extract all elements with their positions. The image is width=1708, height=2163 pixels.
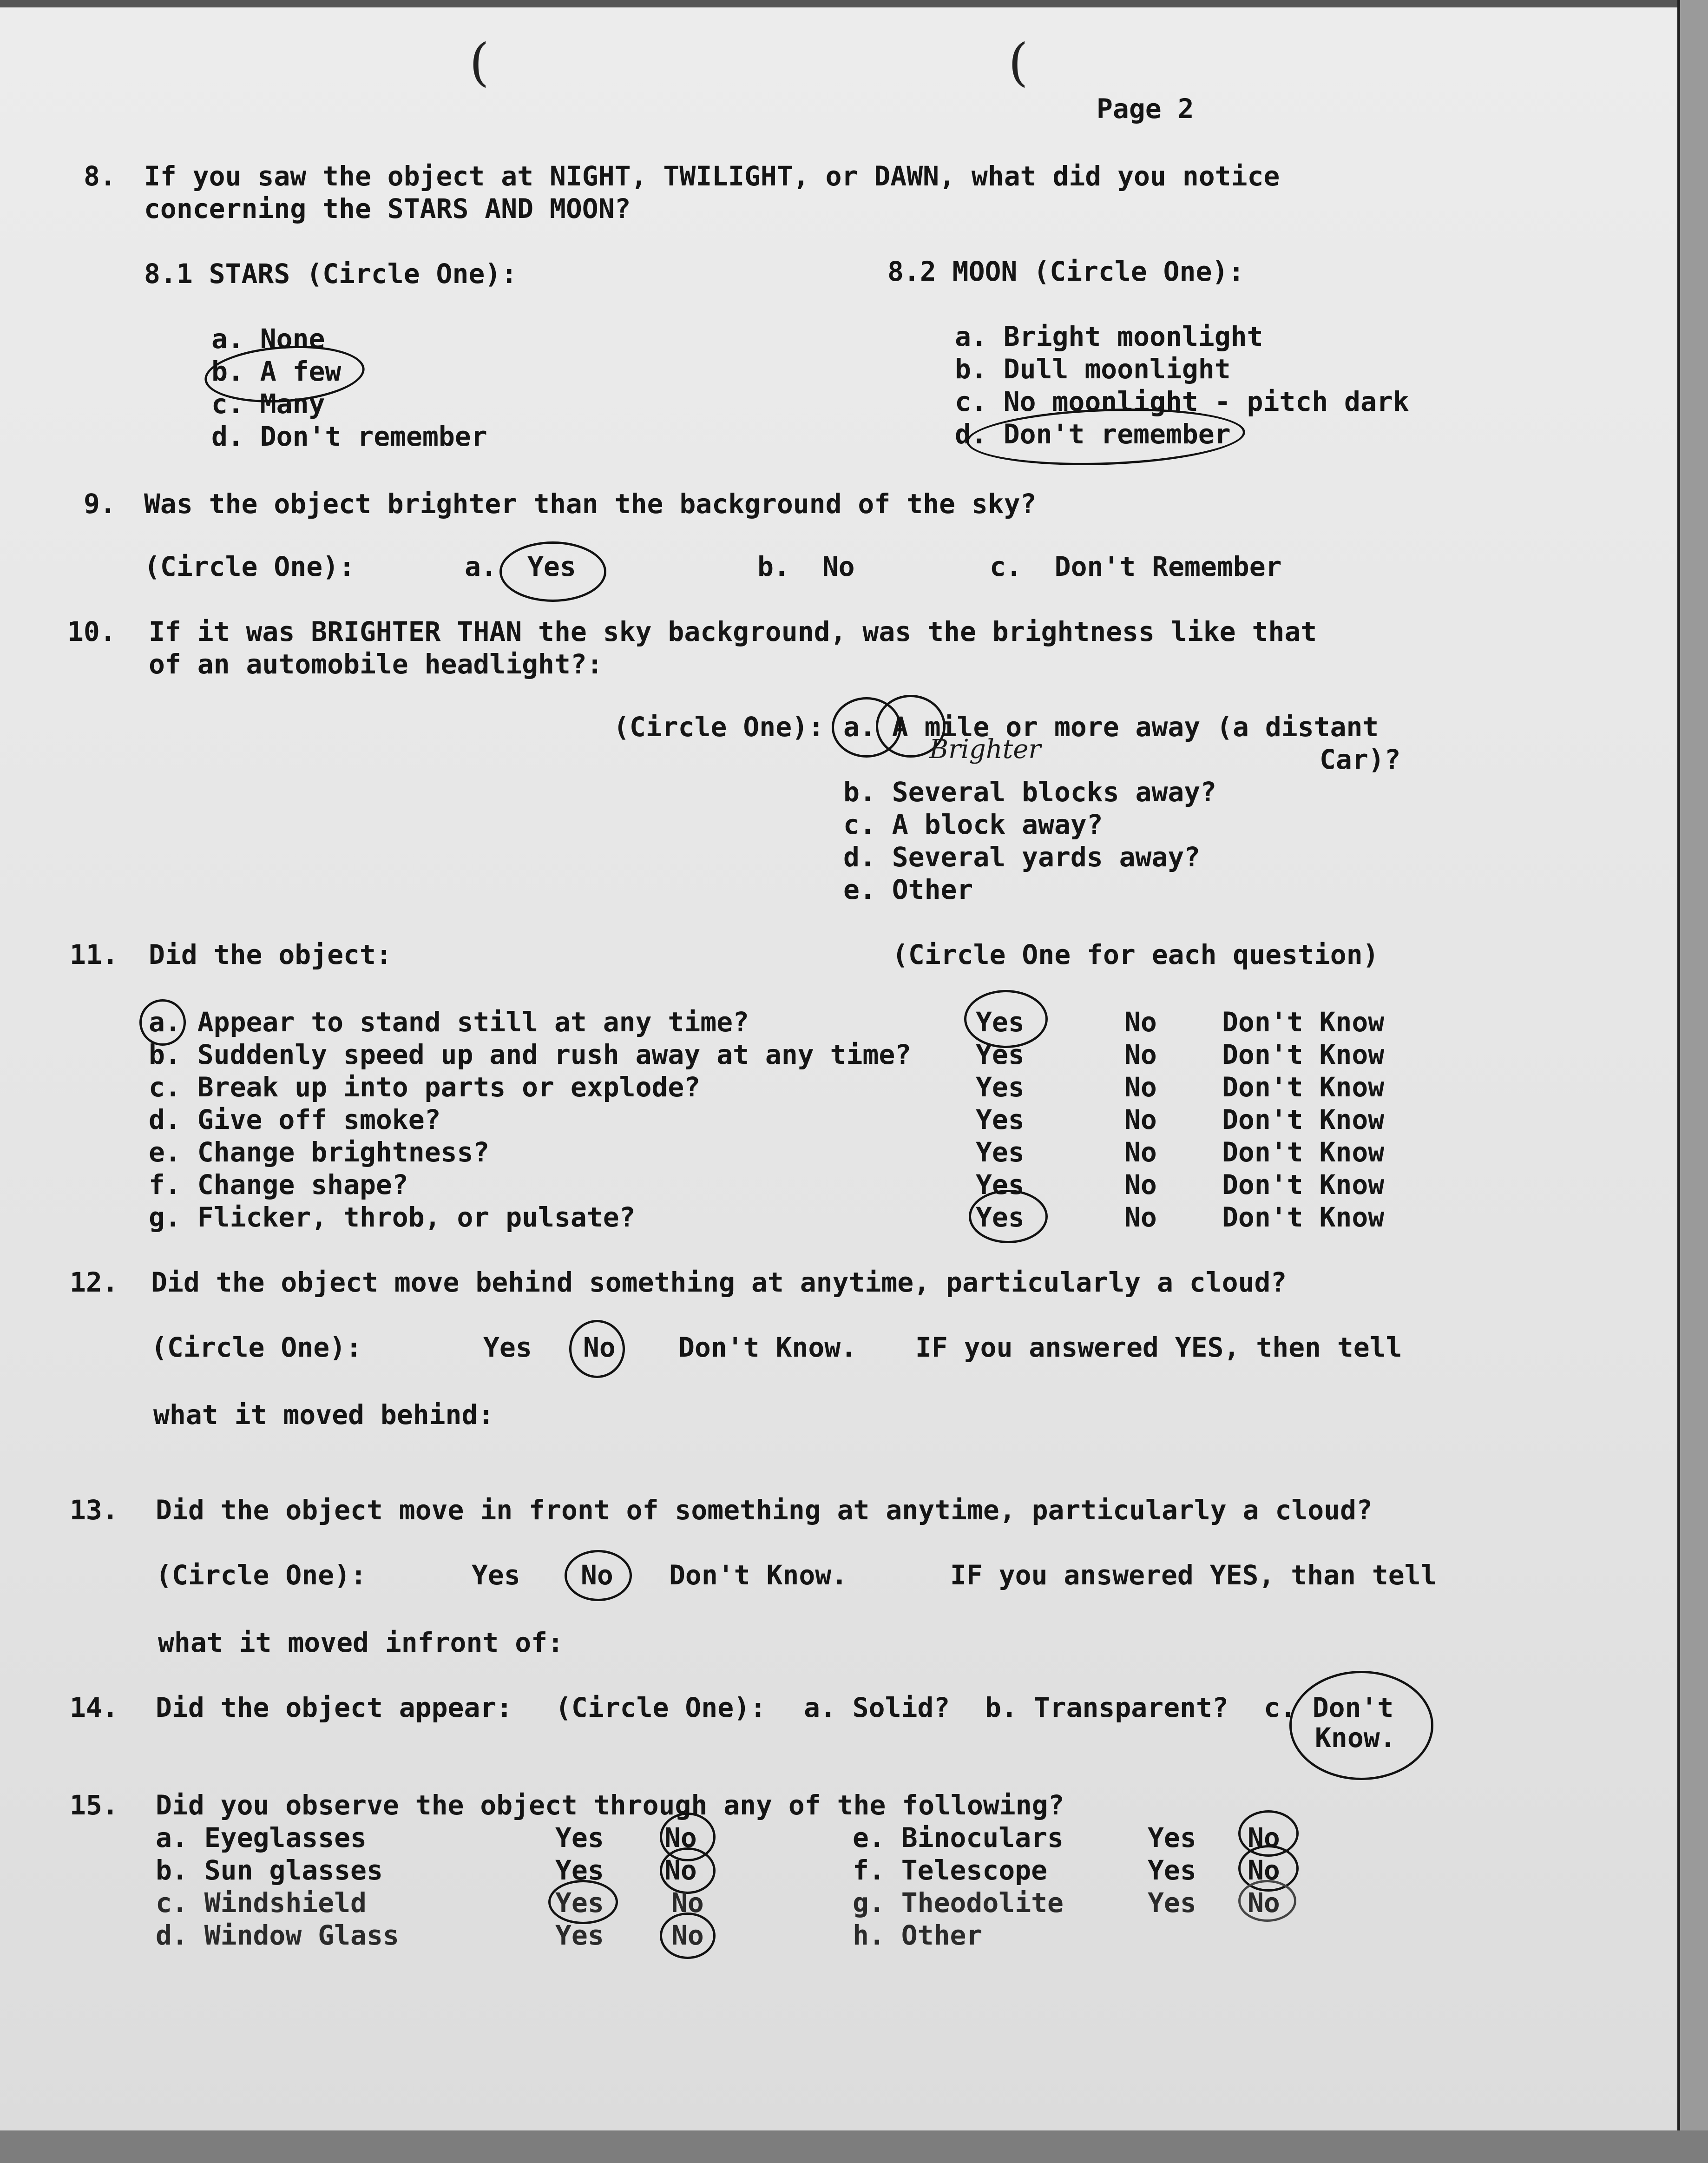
moon-option: d. Don't remember	[955, 418, 1231, 450]
q14-option-c: c. Don't	[1264, 1692, 1394, 1723]
q11-row-dont-know: Don't Know	[1222, 1039, 1385, 1070]
q13-no: No	[581, 1559, 613, 1591]
q13-yes: Yes	[472, 1559, 520, 1591]
q15-item-label: e. Binoculars	[853, 1822, 1064, 1853]
q10-option: d. Several yards away?	[843, 841, 1201, 873]
q15-item-label: d. Window Glass	[156, 1919, 399, 1951]
q11-row-no: No	[1124, 1039, 1157, 1070]
q15-item-label: f. Telescope	[853, 1854, 1048, 1886]
stars-option: b. A few	[211, 356, 342, 387]
q14-prompt: (Circle One):	[555, 1692, 766, 1723]
q15-text: Did you observe the object through any of the following?	[156, 1789, 1064, 1821]
q12-text: Did the object move behind something at anytime, particularly a cloud?	[151, 1266, 1287, 1298]
q13-text: Did the object move in front of something at anytime, particularly a cloud?	[156, 1494, 1373, 1526]
q10-text-cont: of an automobile headlight?:	[149, 648, 603, 680]
moon-option: c. No moonlight - pitch dark	[955, 386, 1409, 417]
q11-row-yes: Yes	[976, 1169, 1025, 1200]
q14-option-a: a. Solid?	[804, 1692, 950, 1723]
q13-followup: IF you answered YES, than tell	[950, 1559, 1437, 1591]
q8-text-cont: concerning the STARS AND MOON?	[144, 193, 631, 224]
q11-row-no: No	[1124, 1136, 1157, 1168]
stars-option: a. None	[211, 323, 325, 355]
q8-text: If you saw the object at NIGHT, TWILIGHT, or DAWN, what did you notice	[144, 160, 1280, 192]
q15-item-no: No	[664, 1854, 697, 1886]
page-number: Page 2	[1097, 93, 1194, 125]
q13-prompt: (Circle One):	[156, 1559, 367, 1591]
q15-item-no: No	[664, 1822, 697, 1853]
q9-option-b: b. No	[757, 551, 855, 582]
q10-number: 10.	[67, 616, 116, 647]
q11-row-question: b. Suddenly speed up and rush away at any time?	[149, 1039, 912, 1070]
q15-item-yes: Yes	[1148, 1854, 1196, 1886]
q15-item-label: g. Theodolite	[853, 1887, 1064, 1919]
scan-top-edge	[0, 0, 1708, 7]
q9-number: 9.	[84, 488, 116, 520]
q10-text: If it was BRIGHTER THAN the sky background, was the brightness like that	[149, 616, 1317, 647]
q15-item-label: h. Other	[853, 1919, 983, 1951]
q15-item-no: No	[1248, 1887, 1280, 1919]
q12-prompt: (Circle One):	[151, 1332, 362, 1363]
q14-number: 14.	[70, 1692, 118, 1723]
q11-row-question: c. Break up into parts or explode?	[149, 1071, 701, 1103]
q15-item-yes: Yes	[555, 1919, 604, 1951]
q14-option-b: b. Transparent?	[985, 1692, 1228, 1723]
q11-row-dont-know: Don't Know	[1222, 1169, 1385, 1200]
stars-option: d. Don't remember	[211, 421, 487, 452]
q11-row-dont-know: Don't Know	[1222, 1201, 1385, 1233]
q15-item-yes: Yes	[1148, 1887, 1196, 1919]
q15-item-yes: Yes	[555, 1854, 604, 1886]
q11-row-yes: Yes	[976, 1071, 1025, 1103]
q15-item-yes: Yes	[555, 1887, 604, 1919]
q12-followup-cont: what it moved behind:	[153, 1399, 494, 1431]
q12-yes: Yes	[483, 1332, 532, 1363]
stars-option: c. Many	[211, 388, 325, 420]
q12-followup: IF you answered YES, then tell	[915, 1332, 1402, 1363]
q11-row-no: No	[1124, 1201, 1157, 1233]
q13-dont-know: Don't Know.	[669, 1559, 848, 1591]
q8-number: 8.	[84, 160, 116, 192]
q11-row-no: No	[1124, 1104, 1157, 1135]
binder-hole-mark: (	[1008, 33, 1028, 92]
q11-row-yes: Yes	[976, 1006, 1025, 1038]
q11-row-yes: Yes	[976, 1136, 1025, 1168]
q12-number: 12.	[70, 1266, 118, 1298]
q11-row-dont-know: Don't Know	[1222, 1071, 1385, 1103]
q15-item-no: No	[1248, 1854, 1280, 1886]
q11-row-dont-know: Don't Know	[1222, 1136, 1385, 1168]
q9-option-a-label: a.	[465, 551, 497, 582]
q14-text: Did the object appear:	[156, 1692, 513, 1723]
q15-item-yes: Yes	[1148, 1822, 1196, 1853]
q8-stars-heading: 8.1 STARS (Circle One):	[144, 258, 518, 290]
q11-row-dont-know: Don't Know	[1222, 1006, 1385, 1038]
q11-row-yes: Yes	[976, 1104, 1025, 1135]
scan-right-edge	[1680, 0, 1708, 2163]
q11-row-yes: Yes	[976, 1201, 1025, 1233]
q15-item-no: No	[1248, 1822, 1280, 1853]
binder-hole-mark: (	[469, 33, 489, 92]
q15-item-label: b. Sun glasses	[156, 1854, 383, 1886]
q11-instruction: (Circle One for each question)	[892, 939, 1379, 970]
q11-row-question: f. Change shape?	[149, 1169, 408, 1200]
q11-number: 11.	[70, 939, 118, 970]
q10-option-a: a. A mile or more away (a distant	[843, 711, 1379, 743]
q12-no: No	[583, 1332, 616, 1363]
q9-option-a: Yes	[527, 551, 576, 582]
moon-option: b. Dull moonlight	[955, 353, 1231, 385]
q11-row-dont-know: Don't Know	[1222, 1104, 1385, 1135]
q13-followup-cont: what it moved infront of:	[158, 1627, 564, 1658]
q15-item-no: No	[671, 1887, 704, 1919]
moon-option: a. Bright moonlight	[955, 321, 1263, 352]
q11-row-question: g. Flicker, throb, or pulsate?	[149, 1201, 636, 1233]
q15-item-label: a. Eyeglasses	[156, 1822, 367, 1853]
q15-item-no: No	[671, 1919, 704, 1951]
q11-row-question: a. Appear to stand still at any time?	[149, 1006, 749, 1038]
q10-option: c. A block away?	[843, 809, 1103, 840]
q11-row-question: d. Give off smoke?	[149, 1104, 441, 1135]
q15-number: 15.	[70, 1789, 118, 1821]
q11-text: Did the object:	[149, 939, 392, 970]
scan-bottom-edge	[0, 2130, 1708, 2163]
q9-option-c: c. Don't Remember	[990, 551, 1282, 582]
q11-row-no: No	[1124, 1169, 1157, 1200]
q11-row-question: e. Change brightness?	[149, 1136, 490, 1168]
handwritten-note: Brighter	[929, 734, 1041, 765]
q8-moon-heading: 8.2 MOON (Circle One):	[887, 256, 1245, 287]
q14-option-c-cont: Know.	[1315, 1722, 1396, 1754]
q15-item-yes: Yes	[555, 1822, 604, 1853]
q10-option: b. Several blocks away?	[843, 776, 1217, 808]
q10-prompt: (Circle One):	[613, 711, 824, 743]
q11-row-no: No	[1124, 1071, 1157, 1103]
q11-row-yes: Yes	[976, 1039, 1025, 1070]
q9-text: Was the object brighter than the background of the sky?	[144, 488, 1037, 520]
q12-dont-know: Don't Know.	[678, 1332, 857, 1363]
q9-prompt: (Circle One):	[144, 551, 355, 582]
q10-option: e. Other	[843, 874, 973, 905]
q15-item-label: c. Windshield	[156, 1887, 367, 1919]
q13-number: 13.	[70, 1494, 118, 1526]
q10-option-a-cont: Car)?	[1320, 744, 1401, 775]
q11-row-no: No	[1124, 1006, 1157, 1038]
